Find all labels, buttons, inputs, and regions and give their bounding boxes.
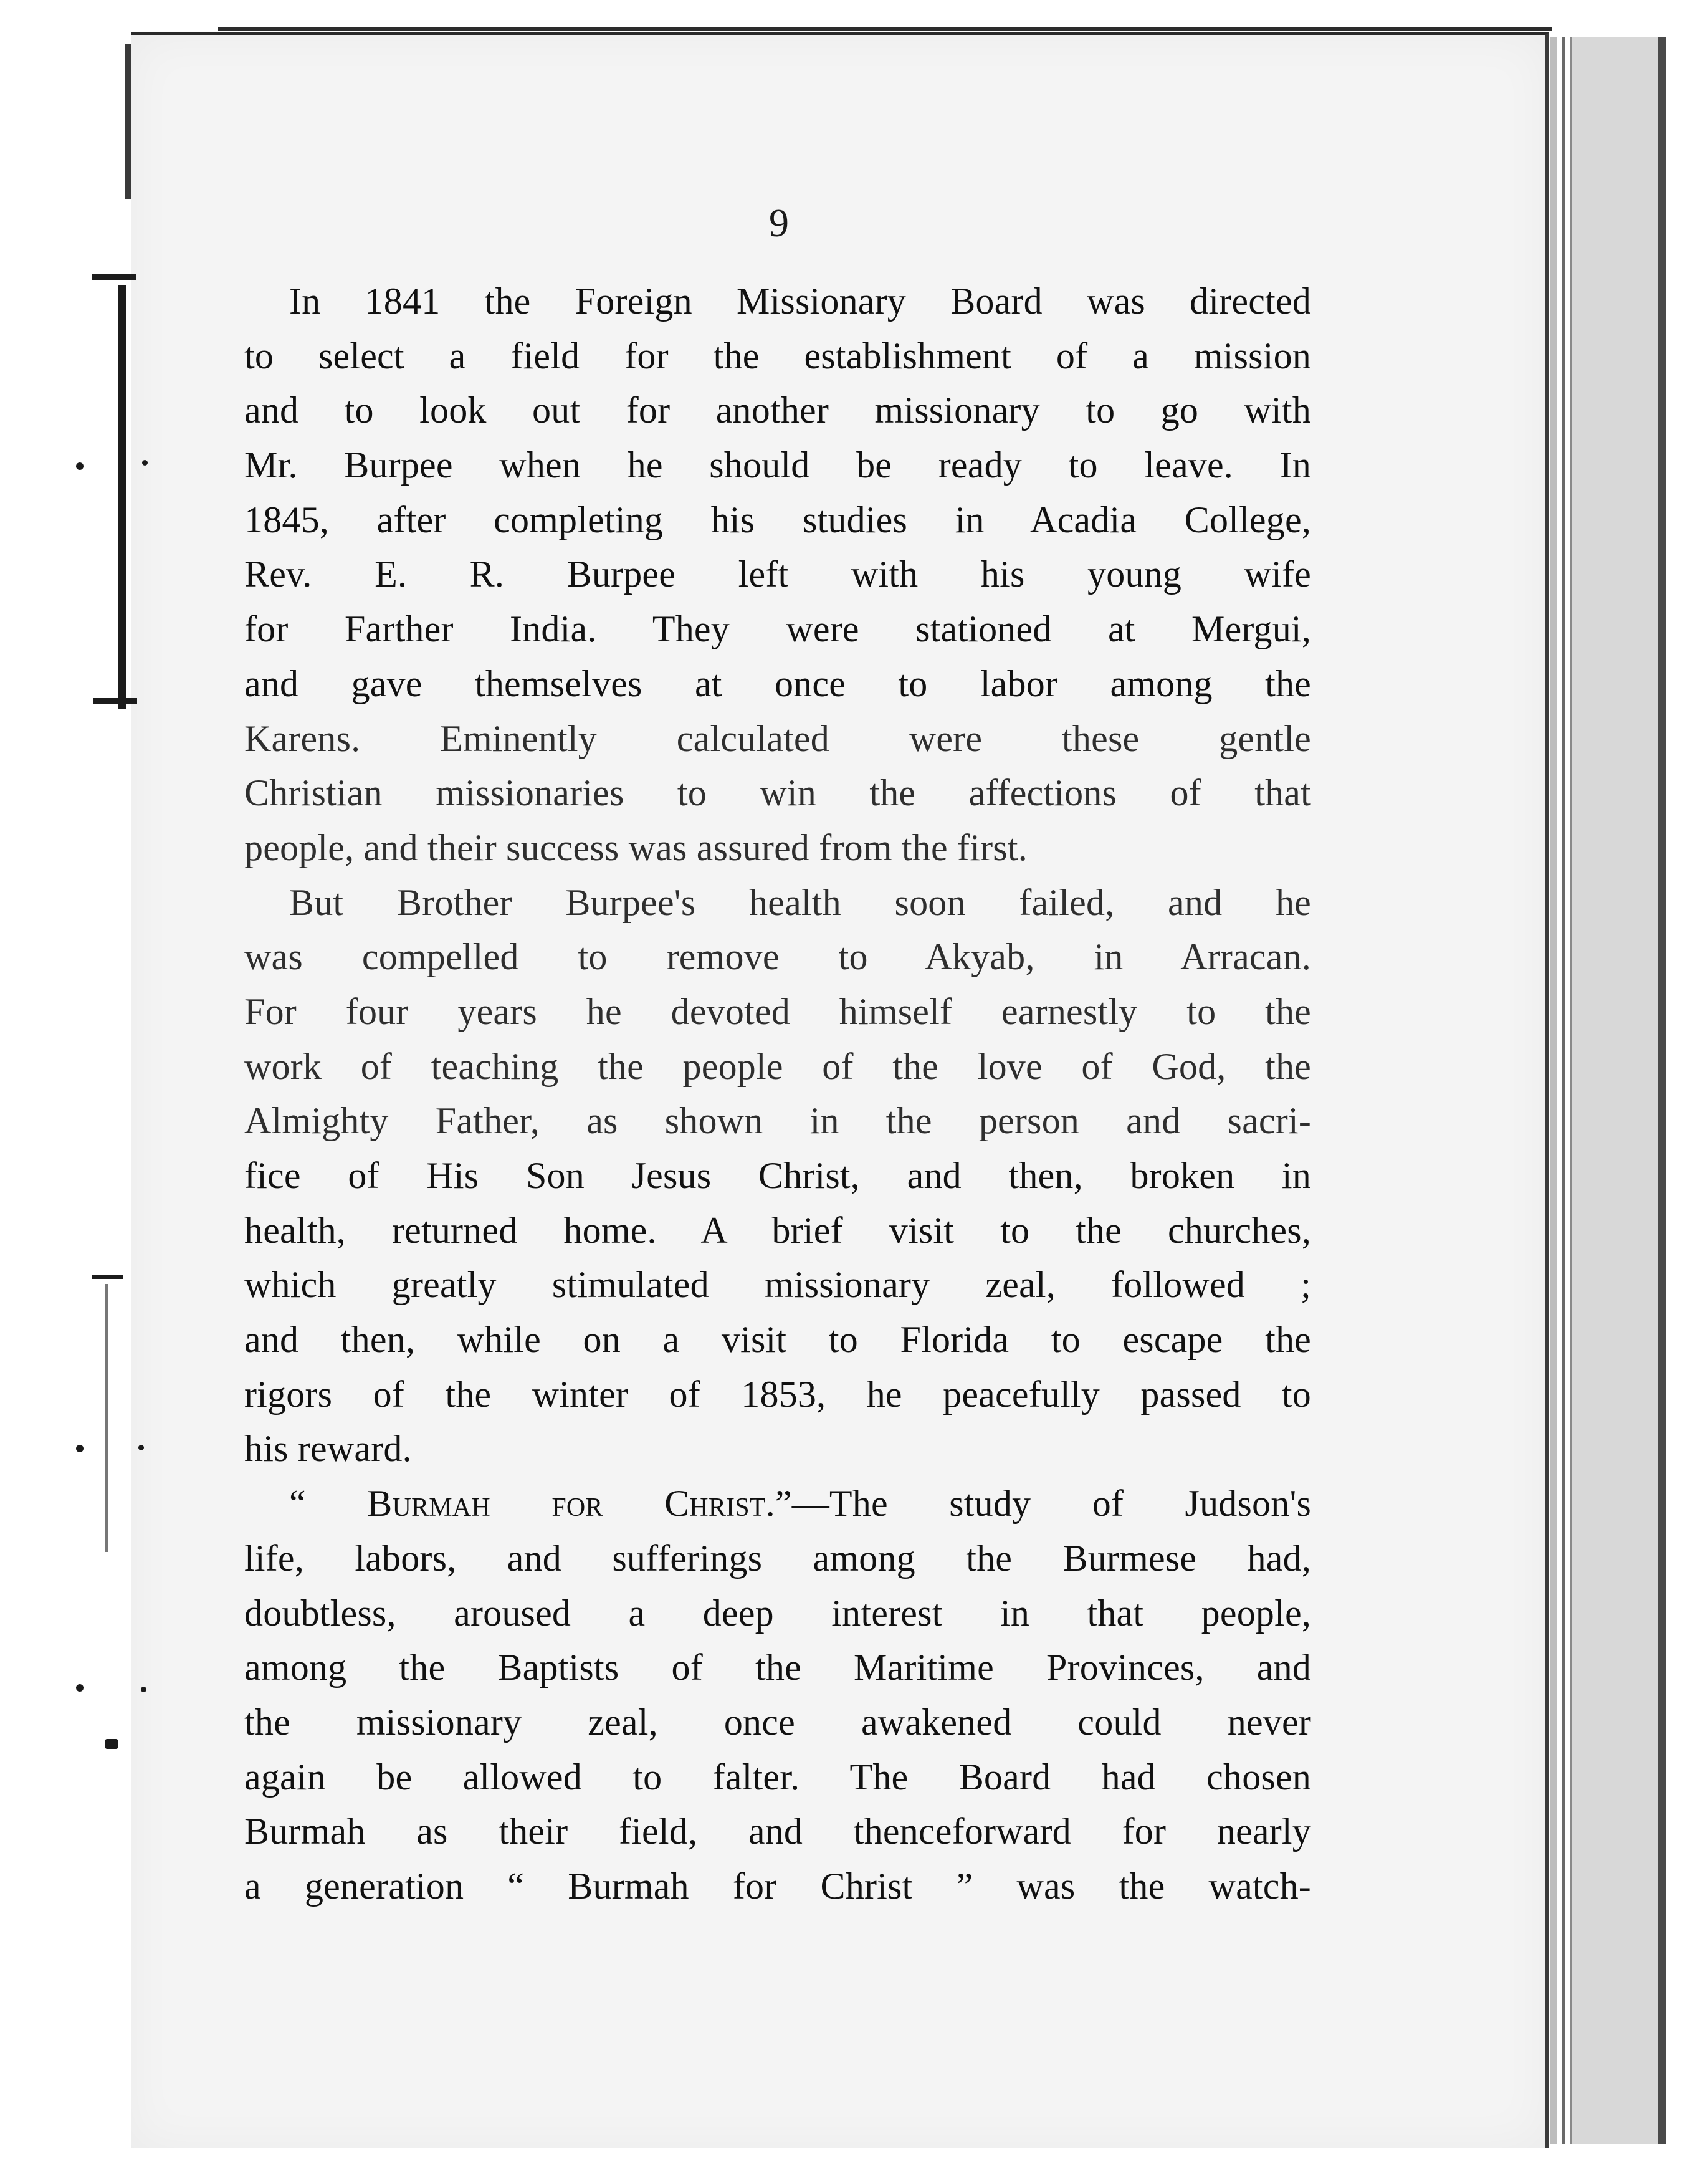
text-line: again be allowed to falter. The Board had chosen bbox=[244, 1756, 1311, 1798]
section-heading-line bbox=[244, 1477, 1311, 1531]
text-line: fice of His Son Jesus Christ, and then, broken in bbox=[244, 1155, 1311, 1196]
text-line: Rev. E. R. Burpee left with his young wife bbox=[244, 553, 1311, 595]
page-stack-edge bbox=[1550, 37, 1557, 2144]
text-line: 1845, after completing his studies in Acadia College, bbox=[244, 499, 1311, 540]
text-line: For four years he devoted himself earnestly to the bbox=[244, 990, 1311, 1032]
page-stack-edge bbox=[1562, 37, 1565, 2144]
text-line: a generation “ Burmah for Christ ” was the watch- bbox=[244, 1865, 1311, 1907]
text-line: Burmah as their field, and thenceforward for nearly bbox=[244, 1811, 1311, 1852]
text-line: for Farther India. They were stationed at Mergui, bbox=[244, 608, 1311, 650]
text-line: which greatly stimulated missionary zeal, followed ; bbox=[244, 1264, 1311, 1306]
binding-mark bbox=[92, 1275, 123, 1279]
page-number: 9 bbox=[769, 201, 789, 245]
page-stack-edge bbox=[1570, 37, 1659, 2144]
stitch-hole bbox=[142, 460, 148, 466]
text-line: health, returned home. A brief visit to the churches, bbox=[244, 1209, 1311, 1251]
stitch-hole bbox=[105, 1739, 118, 1749]
page-stack-edge bbox=[1658, 37, 1666, 2144]
text-line: —The study of Judson's bbox=[791, 1483, 1312, 1525]
stitch-hole bbox=[138, 1445, 144, 1450]
top-edge-rule bbox=[218, 27, 1552, 31]
stitch-hole bbox=[76, 462, 84, 470]
section-heading: “ Burmah for Christ.” bbox=[289, 1483, 792, 1525]
text-line: to select a field for the establishment of a mission bbox=[244, 335, 1311, 376]
text-line: people, and their success was assured from the first. bbox=[244, 826, 1028, 868]
text-line: Karens. Eminently calculated were these gentle bbox=[244, 717, 1311, 759]
binding-mark bbox=[92, 274, 136, 280]
text-line: life, labors, and sufferings among the Burmese had, bbox=[244, 1537, 1311, 1579]
binding-mark bbox=[93, 698, 137, 704]
text-line: his reward. bbox=[244, 1428, 412, 1470]
text-line: Almighty Father, as shown in the person and sacri- bbox=[244, 1100, 1311, 1142]
text-line: But Brother Burpee's health soon failed, and he bbox=[289, 881, 1311, 923]
text-line: the missionary zeal, once awakened could never bbox=[244, 1701, 1311, 1743]
text-line: rigors of the winter of 1853, he peacefully passed to bbox=[244, 1373, 1311, 1415]
binding-mark bbox=[118, 285, 126, 709]
binding-mark bbox=[125, 44, 131, 199]
stitch-hole bbox=[76, 1684, 84, 1692]
text-line: Mr. Burpee when he should be ready to leave. In bbox=[244, 444, 1311, 486]
text-line: and then, while on a visit to Florida to escape the bbox=[244, 1319, 1311, 1361]
text-line: In 1841 the Foreign Missionary Board was directed bbox=[289, 280, 1311, 322]
body-text bbox=[244, 274, 1311, 1914]
text-line: and gave themselves at once to labor among the bbox=[244, 663, 1311, 704]
text-line: doubtless, aroused a deep interest in that people, bbox=[244, 1592, 1311, 1634]
text-line: was compelled to remove to Akyab, in Arracan. bbox=[244, 936, 1311, 978]
text-line: Christian missionaries to win the affections of that bbox=[244, 772, 1311, 814]
text-line: work of teaching the people of the love of God, the bbox=[244, 1045, 1311, 1087]
binding-mark bbox=[105, 1284, 108, 1552]
text-line: among the Baptists of the Maritime Provinces, and bbox=[244, 1647, 1311, 1688]
stitch-hole bbox=[76, 1445, 84, 1452]
stitch-hole bbox=[141, 1687, 146, 1692]
text-line: and to look out for another missionary to go with bbox=[244, 390, 1311, 431]
